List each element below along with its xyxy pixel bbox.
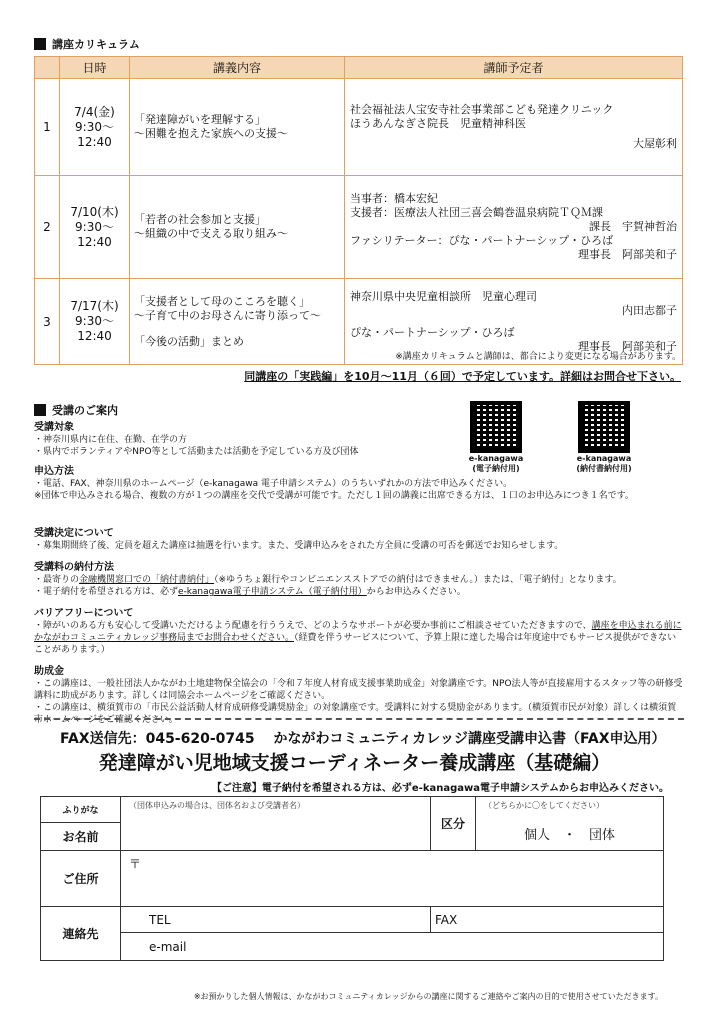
address-field[interactable]: 〒: [121, 851, 664, 907]
name-field[interactable]: （団体申込みの場合は、団体名および受講者名）: [121, 797, 431, 851]
fax-field[interactable]: FAX: [431, 907, 664, 933]
caution-note: 【ご注意】電子納付を希望される方は、必ずe-kanagawa電子申請システムからお申込みください。: [211, 783, 669, 794]
header-date: 日時: [60, 57, 130, 79]
category-field[interactable]: （どちらかに〇をしてください） 個人 ・ 団体: [476, 797, 664, 851]
curriculum-note: ※講座カリキュラムと講師は、都合により変更になる場合があります。: [395, 352, 681, 362]
square-bullet-icon: [34, 38, 46, 50]
table-row: 1 7/4(金) 9:30～ 12:40 「発達障がいを理解する」 ～困難を抱えた家族への支援～ 社会福祉法人宝安寺社会事業部こども発達クリニック ほうあんなぎさ院長 児童精神科医 大屋彰利: [35, 79, 683, 176]
form-title: 発達障がい児地域支援コーディネーター養成講座（基礎編）: [98, 752, 611, 774]
subsidy-section: 助成金 ・この講座は、一般社団法人かながわ土地建物保全協会の「令和７年度人材育成支援事業助成金」対象講座です。NPO法人等が直接雇用するスタッフ等の研修受講料に助成があります。詳しくは同協会ホームページをご確認ください。 ・この講座は、横須賀市の「市民公益活動人材育成研修受講奨励金」の対象講座です。受講料に対する奨励金があります。（横須賀市民が対象）詳しくは横須賀市ホームページをご確認ください。: [34, 666, 683, 725]
square-bullet-icon: [34, 404, 46, 416]
e-kanagawa-link[interactable]: e-kanagawa電子申請システム（電子納付用）: [178, 587, 367, 597]
curriculum-table: [34, 56, 683, 365]
application-form: ふりがな （団体申込みの場合は、団体名および受講者名） 区分 （どちらかに〇をしてください） 個人 ・ 団体 お名前 ご住所 〒 連絡先 TEL FAX e-mail: [40, 796, 664, 961]
header-content: 講義内容: [130, 57, 345, 79]
guide-heading: 受講のご案内: [34, 402, 118, 418]
curriculum-heading: 講座カリキュラム: [34, 36, 140, 52]
email-field[interactable]: e-mail: [121, 933, 664, 961]
barrier-free-section: バリアフリーについて ・障がいのある方も安心して受講いただけるよう配慮を行ううえで、どのようなサポートが必要か事前にご相談させていただきますので、講座を申込まれる前にかながわコミュニティカレッジ事務局までお問合わせください。（経費を伴うサービスについて、予算上限に達した場合は年度途中でもサービス提供ができないことがあります。）: [34, 608, 682, 655]
cut-line: [34, 718, 684, 720]
fax-line: FAX送信先：045-620-0745 かながわコミュニティカレッジ講座受講申込書（FAX申込用）: [60, 731, 666, 747]
fee-section: 受講料の納付方法 ・最寄りの金融機関窓口での「納付書納付」（※ゆうちょ銀行やコンビニエンスストアでの納付はできません。）または、「電子納付」となります。 ・電子納付を希望される方は、必ずe-kanagawa電子申請システム（電子納付用）からお申込みください。: [34, 562, 622, 597]
tel-field[interactable]: TEL: [121, 907, 431, 933]
table-row: 3 7/17(木) 9:30～ 12:40 「支援者として母のこころを聴く」 ～子育て中のお母さんに寄り添って～ 「今後の活動」まとめ 神奈川県中央児童相談所 児童心理司 内田志都子 ぴな・パートナーシップ・ひろば 理事長 阿部美和子: [35, 279, 683, 365]
practice-note: 同講座の「実践編」を10月～11月（６回）で予定しています。詳細はお問合せ下さい。: [244, 370, 681, 383]
target-section: 受講対象 ・神奈川県内に在住、在勤、在学の方 ・県内でボランティアやNPO等として活動または活動を予定している方及び団体: [34, 422, 359, 457]
header-instructor: 講師予定者: [345, 57, 683, 79]
table-row: 2 7/10(木) 9:30～ 12:40 「若者の社会参加と支援」 ～組織の中で支える取り組み～ 当事者：橋本宏紀 支援者：医療法人社団三喜会鶴巻温泉病院ＴＱＭ課 課長 宇賀神哲治 ファシリテーター：ぴな・パートナーシップ・ひろば 理事長 阿部美和子: [35, 176, 683, 279]
fee-slip-link[interactable]: 金融機関窓口での「納付書納付」: [79, 575, 215, 585]
privacy-note: ※お預かりした個人情報は、かながわコミュニティカレッジからの講座に関するご連絡やご案内の目的で使用させていただきます。: [193, 992, 663, 1001]
qr-label-slip: e-kanagawa (納付書納付用): [576, 454, 632, 473]
decision-section: 受講決定について ・募集期間終了後、定員を超えた講座は抽選を行います。また、受講申込みをされた方全員に受講の可否を郵送でお知らせします。: [34, 528, 564, 551]
apply-section: 申込方法 ・電話、FAX、神奈川県のホームページ（e-kanagawa 電子申請システム）のうちいずれかの方法で申込みください。 ※団体で申込みされる場合、複数の方が１つの講座を交代で受講が可能です。ただし１回の講義に出席できる方は、１口のお申込みにつき１名です。: [34, 466, 634, 501]
qr-label-electronic: e-kanagawa (電子納付用): [468, 454, 524, 473]
